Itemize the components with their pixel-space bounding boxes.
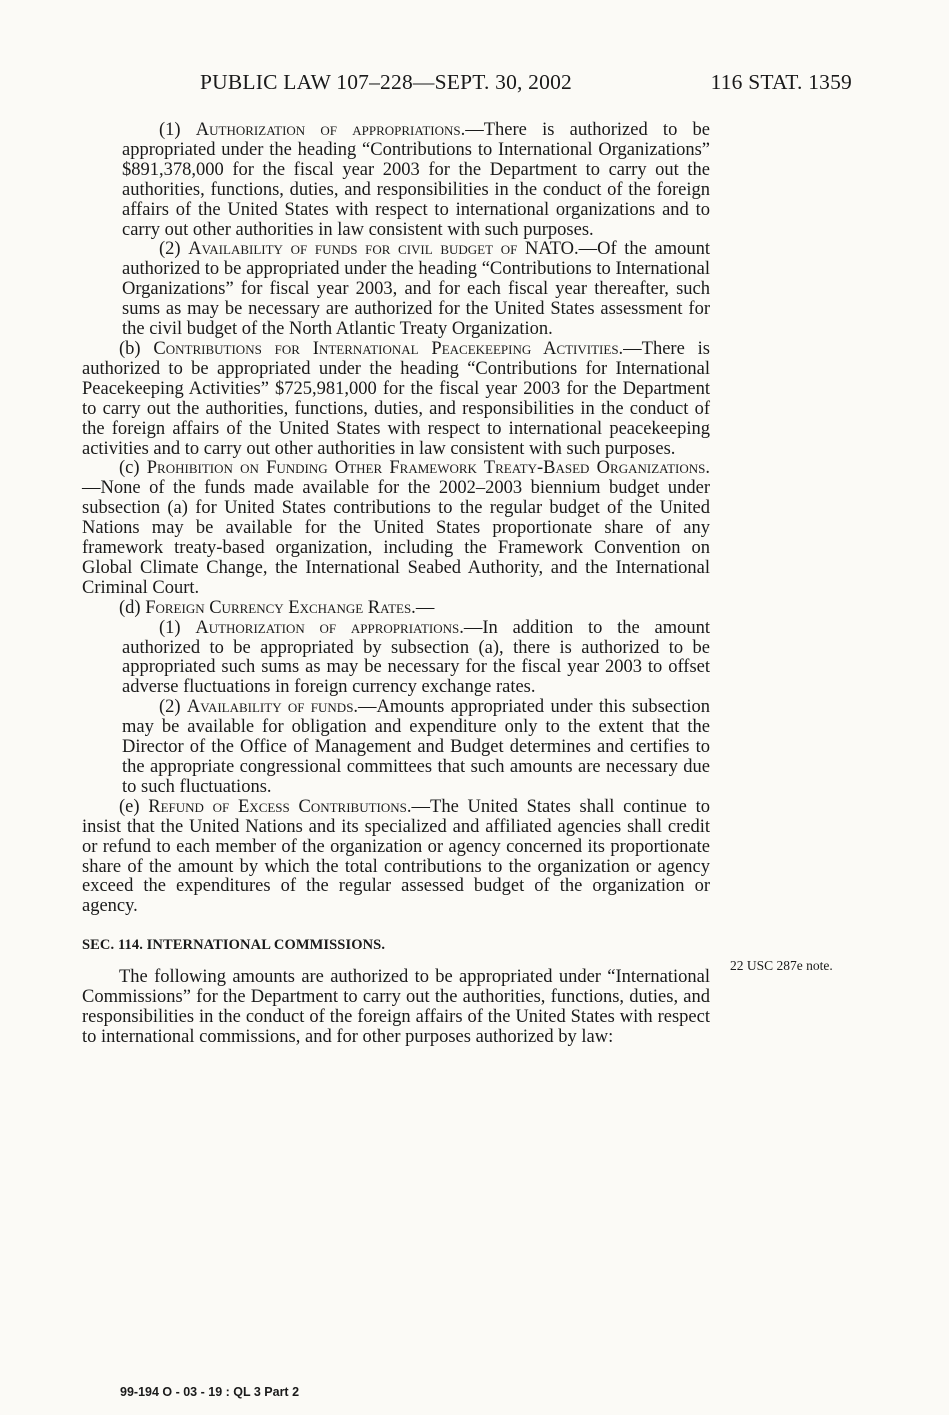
paragraph-d2: (2) Availability of funds.—Amounts appropriated under this subsection may be available for obligation and expenditure only to the extent that the Director of the Office of Management and Budget determines and certifies to the appropriate congressional committees that such amounts are necessary due to such fluctuations.: [122, 697, 710, 797]
paragraph-e: (e) Refund of Excess Contributions.—The United States shall continue to insist that the United Nations and its specialized and affiliated agencies shall credit or refund to each member of the organization or agency concerned its proportionate share of the amount by which the total contributions to the organization or agency exceed the expenditures of the regular assessed budget of the organization or agency.: [82, 796, 710, 917]
paragraph-a1: (1) Authorization of appropriations.—There is authorized to be appropriated under the heading “Contributions to International Organizations” $891,378,000 for the fiscal year 2003 for the Department to carry out the authorities, functions, duties, and responsibilities in the conduct of the foreign affairs of the United States with respect to international organizations and to carry out other authorities in law consistent with such purposes.: [122, 120, 710, 240]
footer-code: 99-194 O - 03 - 19 : QL 3 Part 2: [120, 1385, 300, 1399]
page-body: [82, 121, 710, 1048]
margin-note: 22 USC 287e note.: [730, 958, 833, 973]
section-heading: SEC. 114. INTERNATIONAL COMMISSIONS.: [82, 937, 386, 954]
paragraph-d1: (1) Authorization of appropriations.—In addition to the amount authorized to be appropriated by subsection (a), there is authorized to be appropriated such sums as may be necessary for the fiscal year 2003 to offset adverse fluctuations in foreign currency exchange rates.: [122, 617, 710, 698]
header-page-number: 116 STAT. 1359: [710, 70, 852, 94]
section-paragraph: The following amounts are authorized to be appropriated under “International Commissions” for the Department to carry out the authorities, functions, duties, and responsibilities in the conduct of the foreign affairs of the United States with respect to international commissions, and for other purposes authorized by law:: [82, 967, 710, 1047]
paragraph-b: (b) Contributions for International Peacekeeping Activities.—There is authorized to be appropriated under the heading “Contributions for International Peacekeeping Activities” $725,981,000 for the fiscal year 2003 for the Department to carry out the authorities, functions, duties, and responsibilities in the conduct of the foreign affairs of the United States with respect to international peacekeeping activities and to carry out other authorities in law consistent with such purposes.: [82, 338, 710, 459]
paragraph-d: (d) Foreign Currency Exchange Rates.—: [119, 597, 435, 618]
header-title: PUBLIC LAW 107–228—SEPT. 30, 2002: [200, 70, 572, 94]
paragraph-c: (c) Prohibition on Funding Other Framework Treaty-Based Organizations.—None of the funds made available for the 2002–2003 biennium budget under subsection (a) for United States contributions to the regular budget of the United Nations may be available for the United States proportionate share of any framework treaty-based organization, including the Framework Convention on Global Climate Change, the International Seabed Authority, and the International Criminal Court.: [82, 458, 710, 598]
running-header: [200, 70, 852, 95]
paragraph-a2: (2) Availability of funds for civil budget of NATO.—Of the amount authorized to be appropriated under the heading “Contributions to International Organizations” for fiscal year 2003, and for each fiscal year thereafter, such sums as may be necessary are authorized for the United States assessment for the civil budget of the North Atlantic Treaty Organization.: [122, 239, 710, 340]
